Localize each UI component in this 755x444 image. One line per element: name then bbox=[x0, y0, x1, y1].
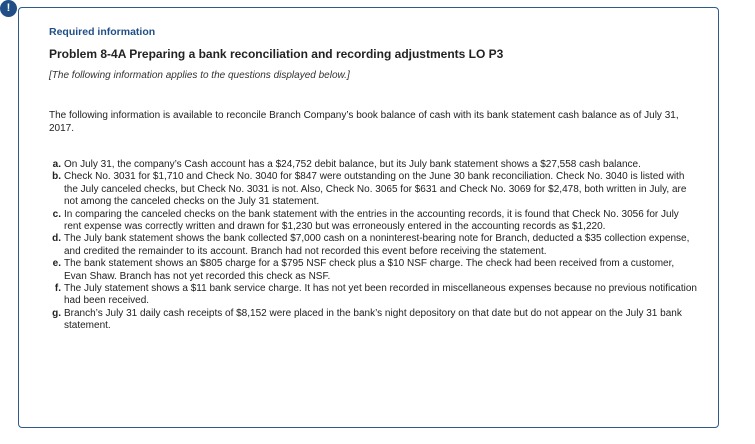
list-item-c bbox=[49, 209, 697, 234]
item-letter: f. bbox=[54, 283, 61, 295]
list-item-a bbox=[49, 159, 697, 171]
item-letter: g. bbox=[52, 307, 61, 319]
list-item-f bbox=[49, 283, 697, 308]
problem-title: Problem 8-4A Preparing a bank reconciliation and recording adjustments LO P3 bbox=[49, 47, 504, 61]
list-item-e bbox=[49, 258, 697, 283]
required-information-label: Required information bbox=[49, 26, 156, 38]
item-text: In comparing the canceled checks on the bank statement with the entries in the accounting records, it is found that Check No. 3056 for July rent expense was correctly written and drawn for $1,230 but was erroneously entered in the accounting records as $1,220. bbox=[64, 208, 679, 233]
item-letter: e. bbox=[52, 258, 61, 270]
item-text: The July statement shows a $11 bank service charge. It has not yet been recorded in miscellaneous expenses because no previous notification had been received. bbox=[64, 283, 697, 307]
item-text: The bank statement shows an $805 charge for a $795 NSF check plus a $10 NSF charge. The check had been received from a customer, Evan Shaw. Branch has not yet recorded this check as NSF. bbox=[64, 258, 675, 282]
facts-list bbox=[49, 159, 697, 333]
item-text: The July bank statement shows the bank collected $7,000 cash on a noninterest-bearing note for Branch, deducted a $35 collection expense, and credited the remainder to its account. Branch had not recorded this event before receiving the statement. bbox=[64, 233, 690, 257]
item-text: On July 31, the company’s Cash account has a $24,752 debit balance, but its July bank statement shows a $27,558 cash balance. bbox=[64, 159, 641, 170]
item-letter: d. bbox=[52, 233, 61, 245]
alert-icon: ! bbox=[0, 0, 17, 17]
list-item-g bbox=[49, 308, 697, 333]
item-letter: c. bbox=[52, 208, 61, 220]
list-item-d bbox=[49, 233, 697, 258]
item-text: Check No. 3031 for $1,710 and Check No. 3040 for $847 were outstanding on the June 30 bank reconciliation. Check No. 3040 is listed with the July canceled checks, but Check No. 3031 is not. Also, Check No. 3065 for $631 and Check No. 3069 for $2,478, both written in July, are not among the canceled checks on the July 31 statement. bbox=[64, 171, 687, 208]
item-letter: b. bbox=[52, 171, 61, 183]
list-item-b bbox=[49, 171, 697, 208]
item-letter: a. bbox=[52, 159, 61, 170]
applies-note: [The following information applies to the questions displayed below.] bbox=[49, 70, 350, 81]
item-text: Branch’s July 31 daily cash receipts of $8,152 were placed in the bank’s night depository on that date but do not appear on the July 31 bank statement. bbox=[64, 307, 682, 332]
intro-paragraph: The following information is available to reconcile Branch Company’s book balance of cash with its bank statement cash balance as of July 31, 2017. bbox=[49, 110, 679, 134]
